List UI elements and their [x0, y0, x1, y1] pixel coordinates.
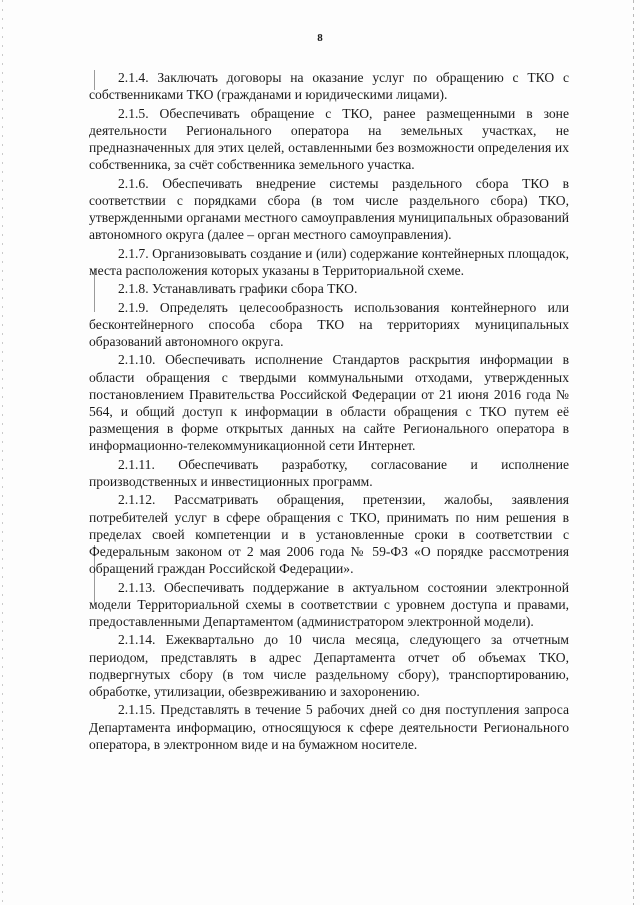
- document-body: [89, 69, 569, 754]
- clause-2-1-4: 2.1.4. Заключать договоры на оказание услуг по обращению с ТКО с собственниками ТКО (гражданами и юридическими лицами).: [89, 70, 569, 103]
- clause-2-1-5: 2.1.5. Обеспечивать обращение с ТКО, ранее размещенными в зоне деятельности Регионального оператора на земельных участках, не предназначенных для этих целей, оставленными без возможности определения их собственника, за счёт собственника земельного участка.: [89, 105, 569, 173]
- clause-2-1-12: 2.1.12. Рассматривать обращения, претензии, жалобы, заявления потребителей услуг в сфере обращения с ТКО, принимать по ним решения в пределах своей компетенции и в установленные сроки в соответствии с Федеральным законом от 2 мая 2006 года № 59-ФЗ «О порядке рассмотрения обращений граждан Российской Федерации».: [89, 492, 569, 577]
- clause-2-1-13: 2.1.13. Обеспечивать поддержание в актуальном состоянии электронной модели Территориальной схемы в соответствии с уровнем доступа и правами, предоставленными Департаментом (администратором электронной модели).: [89, 579, 569, 629]
- clause-2-1-8: 2.1.8. Устанавливать графики сбора ТКО.: [118, 281, 358, 297]
- clause-2-1-14: 2.1.14. Ежеквартально до 10 числа месяца, следующего за отчетным периодом, представлять в адрес Департамента отчет об объемах ТКО, подвергнутых сбору (в том числе раздельному сбору), транспортированию, обработке, утилизации, обезвреживанию и захоронению.: [89, 632, 569, 699]
- clause-2-1-7: 2.1.7. Организовывать создание и (или) содержание контейнерных площадок, места расположения которых указаны в Территориальной схеме.: [89, 245, 569, 278]
- scan-edge-left: [2, 0, 3, 905]
- clause-2-1-9: 2.1.9. Определять целесообразность использования контейнерного или бесконтейнерного способа сбора ТКО на территориях муниципальных образований автономного округа.: [89, 299, 569, 349]
- page-number: 8: [317, 32, 323, 44]
- clause-2-1-6: 2.1.6. Обеспечивать внедрение системы раздельного сбора ТКО в соответствии с порядками сбора (в том числе раздельного сбора) ТКО, утвержденными органами местного самоуправления муниципальных образований автономного округа (далее – орган местного самоуправления).: [89, 175, 569, 243]
- clause-2-1-15: 2.1.15. Представлять в течение 5 рабочих дней со дня поступления запроса Департамента информацию, относящуюся к сфере деятельности Регионального оператора, в электронном виде и на бумажном носителе.: [89, 702, 569, 752]
- clause-2-1-10: 2.1.10. Обеспечивать исполнение Стандартов раскрытия информации в области обращения с твердыми коммунальными отходами, утвержденных постановлением Правительства Российской Федерации от 21 июня 2016 года № 564, и общий доступ к информации в области обращения с ТКО путем её размещения в форме открытых данных на сайте Регионального оператора в информационно-телекоммуникационной сети Интернет.: [89, 352, 569, 454]
- clause-2-1-11: 2.1.11. Обеспечивать разработку, согласование и исполнение производственных и инвестиционных программ.: [89, 456, 569, 489]
- scan-edge-right: [633, 0, 634, 905]
